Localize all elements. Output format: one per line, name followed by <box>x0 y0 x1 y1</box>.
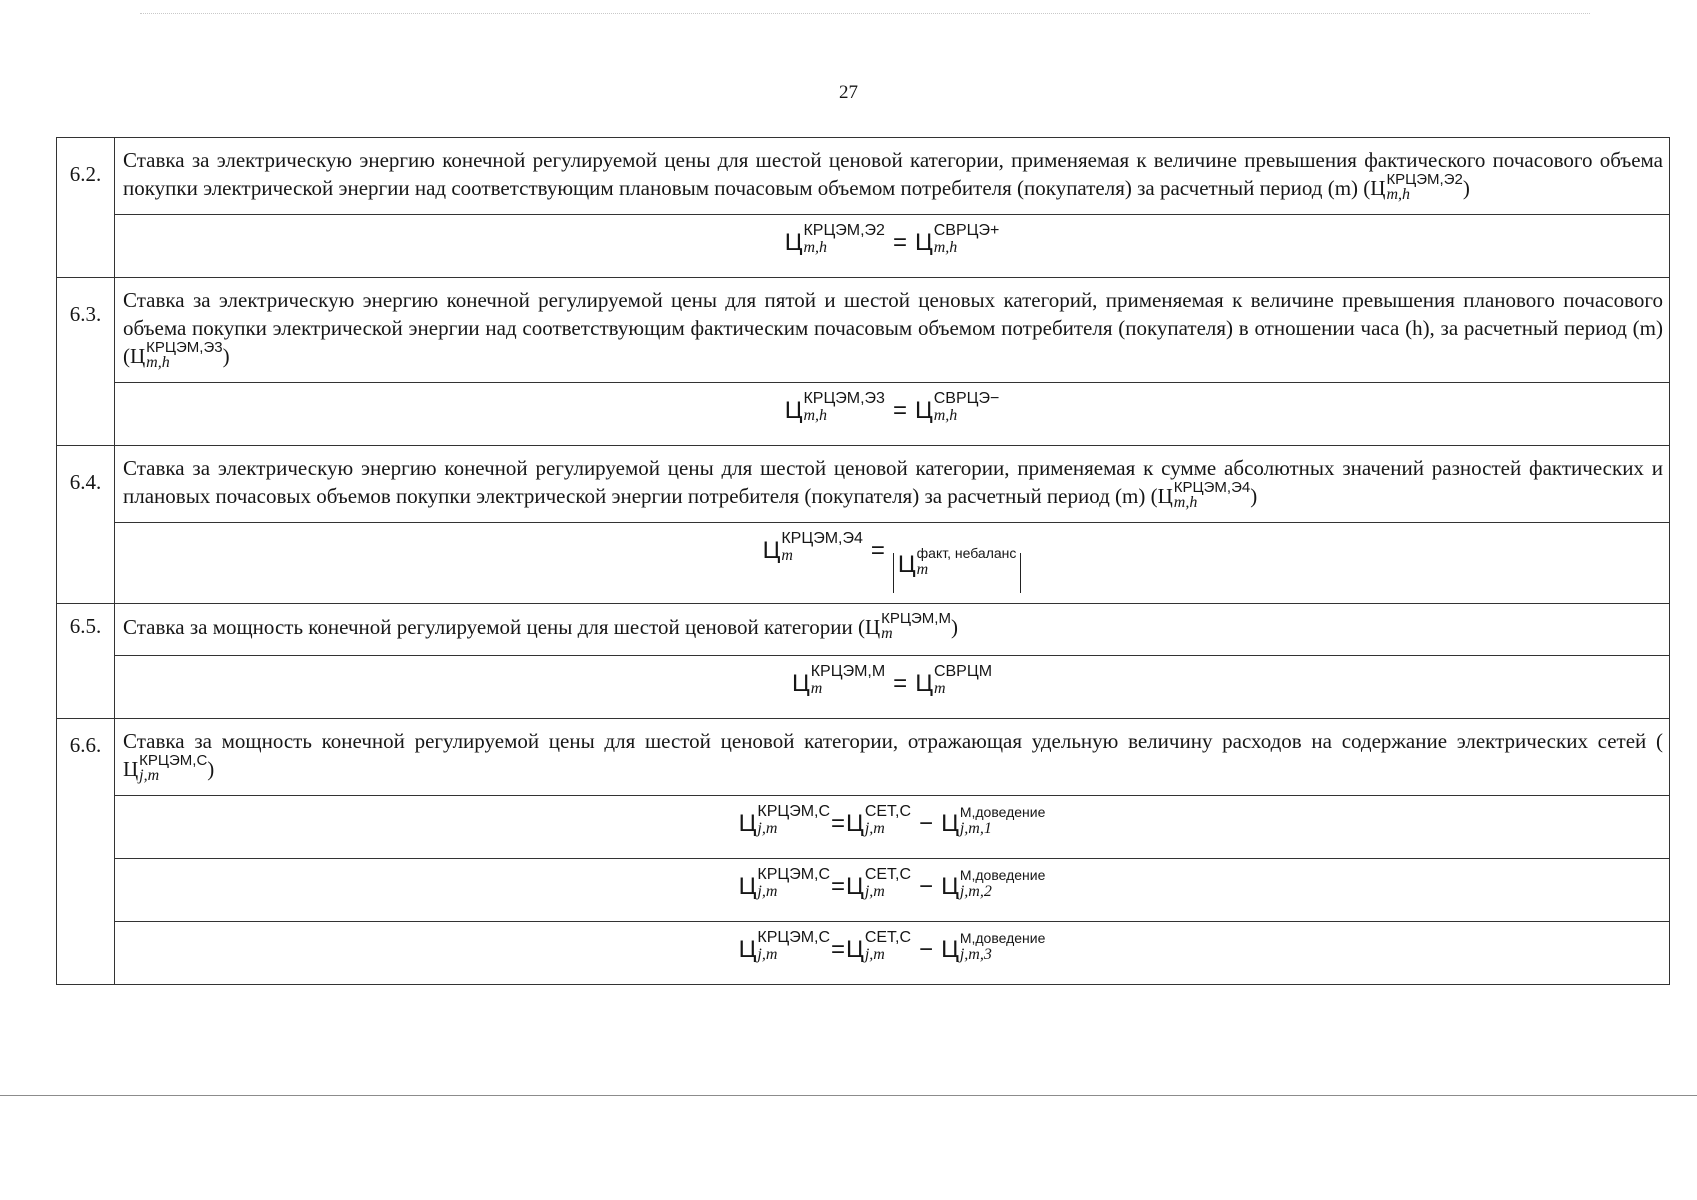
row-description: Ставка за электрическую энергию конечной регулируемой цены для пятой и шестой ценовых категорий, применяемая к величине превышения планового почасового объема покупки электрической энергии над соответствующим фактическим почасовым объемом потребителя (покупателя) в отношении часа (h), за расчетный период (m) (Ц КРЦЭМ,Э3 m,h ) <box>115 278 1670 383</box>
row-number: 6.2. <box>57 138 115 278</box>
description-text: Ставка за электрическую энергию конечной регулируемой цены для шестой ценовой категории, применяемая к сумме абсолютных значений разностей фактических и плановых почасовых объемов покупки электрической энергии потребителя (покупателя) за расчетный период (m) ( <box>123 456 1663 508</box>
scan-edge-top <box>140 13 1590 14</box>
row-description: Ставка за мощность конечной регулируемой цены для шестой ценовой категории, отражающая удельную величину расходов на содержание электрических сетей (Ц КРЦЭМ,С j,m ) <box>115 719 1670 796</box>
formula: Ц КРЦЭМ,М m = Ц СВРЦМ m <box>115 656 1670 719</box>
formula: Ц КРЦЭМ,С j,m =Ц СЕТ,С j,m − Ц М,доведение j,m,2 <box>115 859 1670 922</box>
formula-row <box>57 215 1670 278</box>
description-text: Ставка за электрическую энергию конечной регулируемой цены для пятой и шестой ценовых категорий, применяемая к величине превышения планового почасового объема покупки электрической энергии над соответствующим фактическим почасовым объемом потребителя (покупателя) в отношении часа (h), за расчетный период (m) ( <box>123 288 1663 368</box>
formula-row <box>57 796 1670 859</box>
formula-row <box>57 523 1670 604</box>
table-row <box>57 278 1670 383</box>
formula: Ц КРЦЭМ,С j,m =Ц СЕТ,С j,m − Ц М,доведение j,m,1 <box>115 796 1670 859</box>
scan-edge-bottom <box>0 1095 1697 1096</box>
row-number: 6.4. <box>57 446 115 604</box>
formula: Ц КРЦЭМ,Э2 m,h = Ц СВРЦЭ+ m,h <box>115 215 1670 278</box>
inline-symbol: Ц КРЦЭМ,М m <box>864 610 951 642</box>
inline-symbol: Ц КРЦЭМ,Э3 m,h <box>130 339 223 371</box>
description-text: Ставка за мощность конечной регулируемой цены для шестой ценовой категории ( <box>123 615 865 639</box>
row-description: Ставка за мощность конечной регулируемой цены для шестой ценовой категории (Ц КРЦЭМ,М m ) <box>115 604 1670 656</box>
table-row <box>57 138 1670 215</box>
table-row <box>57 604 1670 656</box>
inline-symbol: Ц КРЦЭМ,С j,m <box>123 752 208 784</box>
inline-symbol: Ц КРЦЭМ,Э4 m,h <box>1157 479 1251 511</box>
row-number: 6.6. <box>57 719 115 985</box>
formula-row <box>57 922 1670 985</box>
row-number: 6.5. <box>57 604 115 719</box>
description-text: Ставка за электрическую энергию конечной регулируемой цены для шестой ценовой категории, применяемая к величине превышения фактического почасового объема покупки электрической энергии над соответствующим плановым почасовым объемом потребителя (покупателя) за расчетный период (m) ( <box>123 148 1663 200</box>
description-text: Ставка за мощность конечной регулируемой цены для шестой ценовой категории, отражающая удельную величину расходов на содержание электрических сетей ( <box>123 729 1663 753</box>
row-description: Ставка за электрическую энергию конечной регулируемой цены для шестой ценовой категории, применяемая к величине превышения фактического почасового объема покупки электрической энергии над соответствующим плановым почасовым объемом потребителя (покупателя) за расчетный период (m) (Ц КРЦЭМ,Э2 m,h ) <box>115 138 1670 215</box>
formula-row <box>57 656 1670 719</box>
row-description: Ставка за электрическую энергию конечной регулируемой цены для шестой ценовой категории, применяемая к сумме абсолютных значений разностей фактических и плановых почасовых объемов покупки электрической энергии потребителя (покупателя) за расчетный период (m) (Ц КРЦЭМ,Э4 m,h ) <box>115 446 1670 523</box>
formula: Ц КРЦЭМ,Э3 m,h = Ц СВРЦЭ− m,h <box>115 383 1670 446</box>
formula: Ц КРЦЭМ,С j,m =Ц СЕТ,С j,m − Ц М,доведение j,m,3 <box>115 922 1670 985</box>
table-row <box>57 719 1670 796</box>
row-number: 6.3. <box>57 278 115 446</box>
tariff-table <box>56 137 1670 985</box>
formula-row <box>57 383 1670 446</box>
page-number: 27 <box>839 82 858 103</box>
absolute-value-bars: Ц факт, небаланс m <box>893 553 1022 593</box>
inline-symbol: Ц КРЦЭМ,Э2 m,h <box>1370 171 1463 203</box>
formula-row <box>57 859 1670 922</box>
formula: Ц КРЦЭМ,Э4 m =Ц факт, небаланс m <box>115 523 1670 604</box>
table-row <box>57 446 1670 523</box>
